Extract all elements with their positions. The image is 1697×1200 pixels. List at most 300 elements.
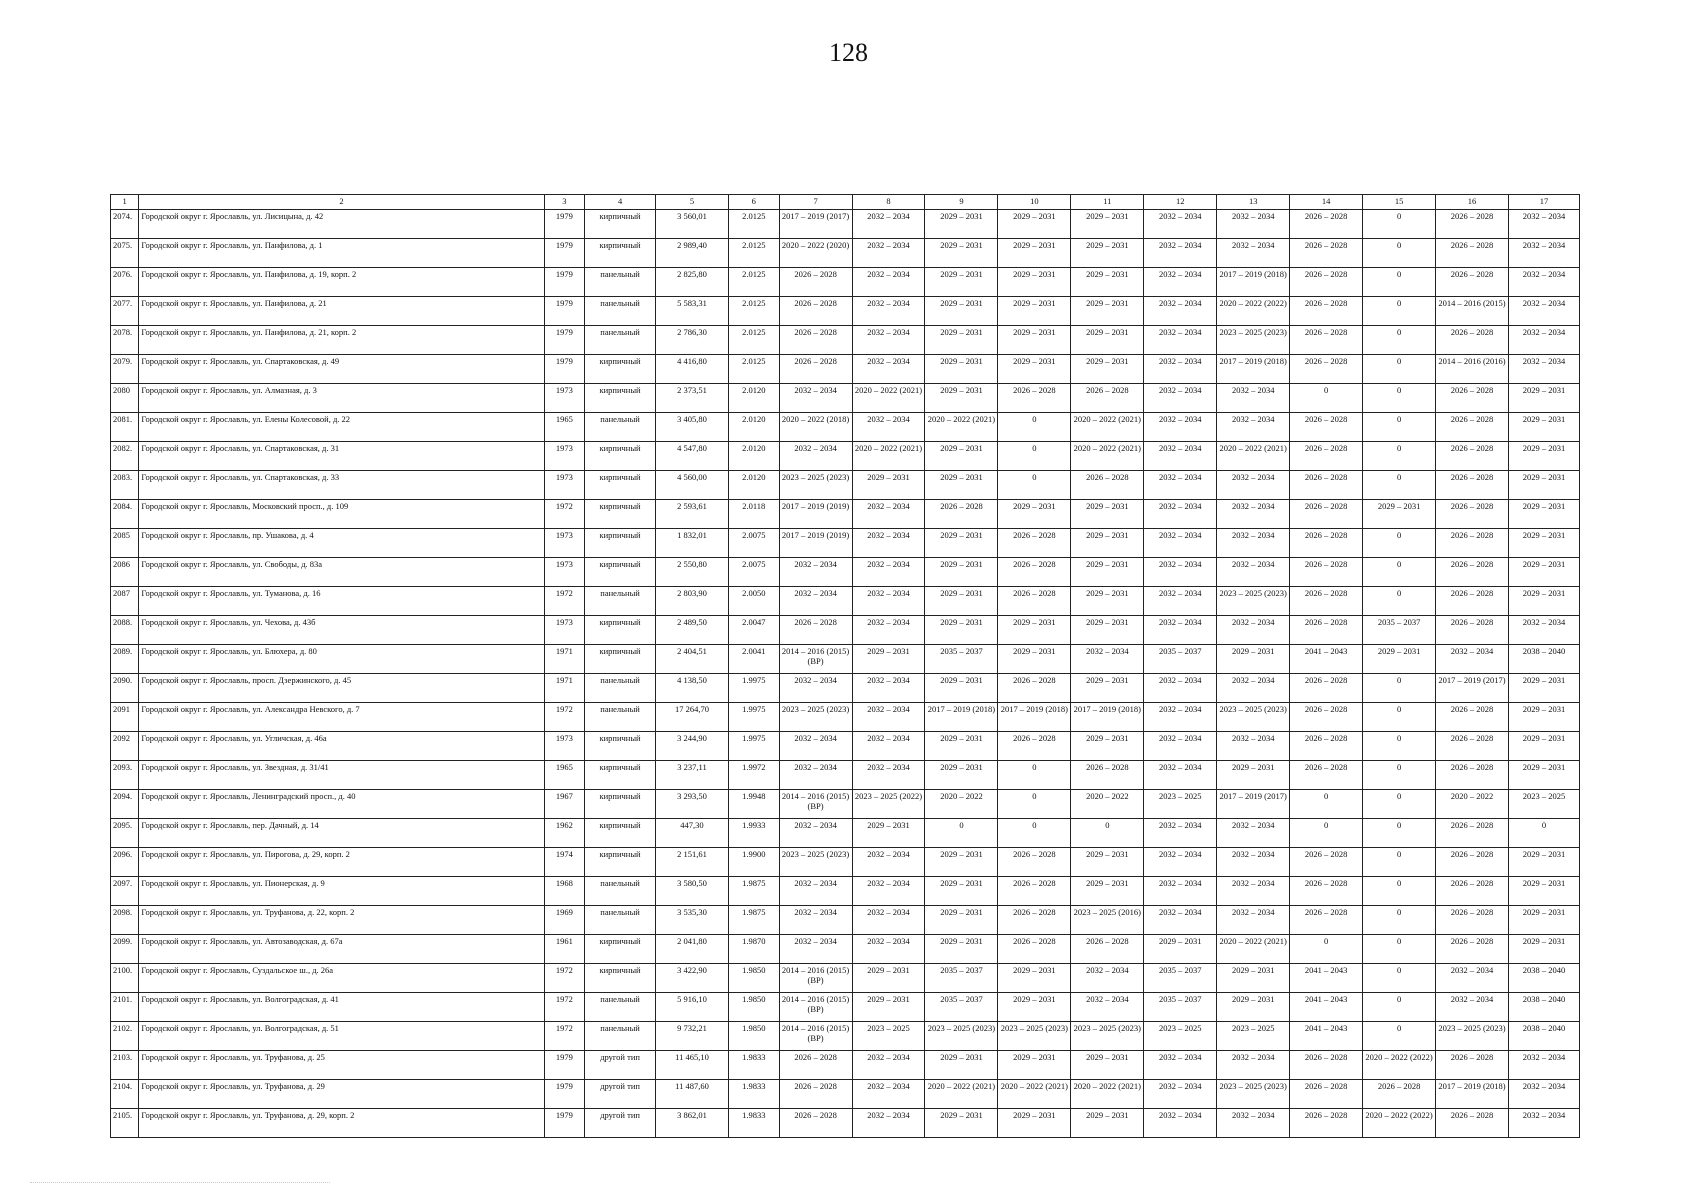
table-cell-col-14: 0 bbox=[1290, 790, 1363, 819]
table-cell-col-3: 1973 bbox=[544, 616, 585, 645]
table-cell-col-4: кирпичный bbox=[585, 210, 656, 239]
table-cell-col-10: 2017 – 2019 (2018) bbox=[998, 703, 1071, 732]
table-cell-col-11: 2029 – 2031 bbox=[1071, 239, 1144, 268]
table-cell-col-3: 1973 bbox=[544, 529, 585, 558]
table-cell-col-10: 2029 – 2031 bbox=[998, 1051, 1071, 1080]
table-cell-col-3: 1979 bbox=[544, 210, 585, 239]
table-cell-col-3: 1971 bbox=[544, 645, 585, 674]
table-cell-col-4: другой тип bbox=[585, 1109, 656, 1138]
table-cell-col-13: 2017 – 2019 (2018) bbox=[1217, 355, 1290, 384]
table-cell-col-14: 2026 – 2028 bbox=[1290, 848, 1363, 877]
table-cell-col-6: 2.0050 bbox=[728, 587, 779, 616]
table-cell-col-13: 2032 – 2034 bbox=[1217, 848, 1290, 877]
table-cell-col-8: 2032 – 2034 bbox=[852, 674, 925, 703]
table-cell-col-8: 2032 – 2034 bbox=[852, 500, 925, 529]
table-cell-col-1: 2095. bbox=[111, 819, 139, 848]
column-header-9: 9 bbox=[925, 195, 998, 210]
table-cell-col-14: 2026 – 2028 bbox=[1290, 297, 1363, 326]
table-cell-col-14: 2026 – 2028 bbox=[1290, 1080, 1363, 1109]
table-cell-col-1: 2077. bbox=[111, 297, 139, 326]
table-cell-col-1: 2100. bbox=[111, 964, 139, 993]
table-cell-col-3: 1972 bbox=[544, 993, 585, 1022]
table-cell-col-5: 447,30 bbox=[656, 819, 729, 848]
table-cell-col-2: Городской округ г. Ярославль, ул. Пирогова, д. 29, корп. 2 bbox=[139, 848, 544, 877]
table-cell-col-14: 2026 – 2028 bbox=[1290, 616, 1363, 645]
table-cell-col-9: 2029 – 2031 bbox=[925, 239, 998, 268]
column-header-4: 4 bbox=[585, 195, 656, 210]
table-cell-col-9: 2029 – 2031 bbox=[925, 587, 998, 616]
table-row bbox=[111, 297, 1580, 326]
table-cell-col-10: 2029 – 2031 bbox=[998, 1109, 1071, 1138]
table-cell-col-9: 2020 – 2022 (2021) bbox=[925, 413, 998, 442]
table-cell-col-2: Городской округ г. Ярославль, ул. Лисицына, д. 42 bbox=[139, 210, 544, 239]
table-cell-col-13: 2032 – 2034 bbox=[1217, 819, 1290, 848]
table-cell-col-2: Городской округ г. Ярославль, ул. Спартаковская, д. 33 bbox=[139, 471, 544, 500]
table-cell-col-14: 2026 – 2028 bbox=[1290, 529, 1363, 558]
table-cell-col-17: 2032 – 2034 bbox=[1508, 326, 1579, 355]
table-cell-col-5: 2 989,40 bbox=[656, 239, 729, 268]
table-cell-col-3: 1967 bbox=[544, 790, 585, 819]
table-cell-col-11: 2026 – 2028 bbox=[1071, 471, 1144, 500]
table-cell-col-11: 2029 – 2031 bbox=[1071, 297, 1144, 326]
table-cell-col-8: 2032 – 2034 bbox=[852, 355, 925, 384]
table-cell-col-17: 2032 – 2034 bbox=[1508, 297, 1579, 326]
table-cell-col-14: 2026 – 2028 bbox=[1290, 674, 1363, 703]
table-cell-col-11: 2029 – 2031 bbox=[1071, 616, 1144, 645]
table-cell-col-15: 0 bbox=[1363, 326, 1436, 355]
table-cell-col-14: 2026 – 2028 bbox=[1290, 471, 1363, 500]
table-cell-col-13: 2023 – 2025 bbox=[1217, 1022, 1290, 1051]
table-cell-col-13: 2032 – 2034 bbox=[1217, 413, 1290, 442]
table-cell-col-1: 2093. bbox=[111, 761, 139, 790]
table-cell-col-16: 2026 – 2028 bbox=[1436, 268, 1509, 297]
table-cell-col-2: Городской округ г. Ярославль, ул. Туманова, д. 16 bbox=[139, 587, 544, 616]
table-cell-col-5: 4 416,80 bbox=[656, 355, 729, 384]
column-header-12: 12 bbox=[1144, 195, 1217, 210]
table-cell-col-2: Городской округ г. Ярославль, ул. Волгоградская, д. 41 bbox=[139, 993, 544, 1022]
table-cell-col-5: 9 732,21 bbox=[656, 1022, 729, 1051]
table-cell-col-17: 2029 – 2031 bbox=[1508, 877, 1579, 906]
table-cell-col-15: 0 bbox=[1363, 587, 1436, 616]
table-cell-col-12: 2032 – 2034 bbox=[1144, 674, 1217, 703]
table-cell-col-15: 0 bbox=[1363, 471, 1436, 500]
table-cell-col-11: 2029 – 2031 bbox=[1071, 268, 1144, 297]
table-cell-col-14: 2026 – 2028 bbox=[1290, 558, 1363, 587]
table-cell-col-3: 1973 bbox=[544, 732, 585, 761]
table-cell-col-16: 2026 – 2028 bbox=[1436, 1051, 1509, 1080]
table-cell-col-16: 2026 – 2028 bbox=[1436, 471, 1509, 500]
table-cell-col-10: 2026 – 2028 bbox=[998, 558, 1071, 587]
table-cell-col-15: 0 bbox=[1363, 210, 1436, 239]
table-cell-col-16: 2026 – 2028 bbox=[1436, 877, 1509, 906]
table-cell-col-5: 2 825,80 bbox=[656, 268, 729, 297]
table-cell-col-10: 0 bbox=[998, 413, 1071, 442]
table-cell-col-16: 2026 – 2028 bbox=[1436, 239, 1509, 268]
table-row bbox=[111, 848, 1580, 877]
table-cell-col-9: 2029 – 2031 bbox=[925, 442, 998, 471]
table-cell-col-7: 2032 – 2034 bbox=[779, 877, 852, 906]
table-cell-col-12: 2032 – 2034 bbox=[1144, 210, 1217, 239]
table-cell-col-1: 2102. bbox=[111, 1022, 139, 1051]
table-cell-col-15: 0 bbox=[1363, 268, 1436, 297]
table-cell-col-16: 2026 – 2028 bbox=[1436, 587, 1509, 616]
table-cell-col-4: кирпичный bbox=[585, 442, 656, 471]
table-cell-col-9: 2029 – 2031 bbox=[925, 877, 998, 906]
header-row bbox=[111, 195, 1580, 210]
table-cell-col-8: 2032 – 2034 bbox=[852, 848, 925, 877]
table-cell-col-6: 2.0125 bbox=[728, 239, 779, 268]
table-cell-col-15: 0 bbox=[1363, 384, 1436, 413]
table-cell-col-13: 2023 – 2025 (2023) bbox=[1217, 587, 1290, 616]
table-cell-col-15: 0 bbox=[1363, 877, 1436, 906]
table-row bbox=[111, 471, 1580, 500]
table-cell-col-2: Городской округ г. Ярославль, просп. Дзержинского, д. 45 bbox=[139, 674, 544, 703]
table-cell-col-3: 1969 bbox=[544, 906, 585, 935]
table-cell-col-14: 2026 – 2028 bbox=[1290, 413, 1363, 442]
scan-artifact-line bbox=[30, 1182, 330, 1185]
table-cell-col-11: 2017 – 2019 (2018) bbox=[1071, 703, 1144, 732]
table-cell-col-17: 0 bbox=[1508, 819, 1579, 848]
table-cell-col-11: 2020 – 2022 (2021) bbox=[1071, 442, 1144, 471]
table-body bbox=[111, 210, 1580, 1138]
table-cell-col-14: 2026 – 2028 bbox=[1290, 587, 1363, 616]
table-cell-col-7: 2032 – 2034 bbox=[779, 935, 852, 964]
table-cell-col-14: 2026 – 2028 bbox=[1290, 906, 1363, 935]
table-cell-col-7: 2032 – 2034 bbox=[779, 587, 852, 616]
table-cell-col-17: 2032 – 2034 bbox=[1508, 616, 1579, 645]
table-cell-col-4: кирпичный bbox=[585, 558, 656, 587]
table-row bbox=[111, 993, 1580, 1022]
table-cell-col-1: 2091 bbox=[111, 703, 139, 732]
table-cell-col-17: 2032 – 2034 bbox=[1508, 210, 1579, 239]
table-cell-col-5: 2 404,51 bbox=[656, 645, 729, 674]
table-cell-col-15: 0 bbox=[1363, 732, 1436, 761]
table-cell-col-9: 2017 – 2019 (2018) bbox=[925, 703, 998, 732]
table-cell-col-12: 2029 – 2031 bbox=[1144, 935, 1217, 964]
table-cell-col-9: 2029 – 2031 bbox=[925, 384, 998, 413]
table-cell-col-16: 2032 – 2034 bbox=[1436, 993, 1509, 1022]
table-row bbox=[111, 355, 1580, 384]
table-cell-col-7: 2032 – 2034 bbox=[779, 558, 852, 587]
table-cell-col-6: 1.9850 bbox=[728, 993, 779, 1022]
table-cell-col-9: 2029 – 2031 bbox=[925, 210, 998, 239]
table-cell-col-2: Городской округ г. Ярославль, ул. Панфилова, д. 21, корп. 2 bbox=[139, 326, 544, 355]
table-cell-col-17: 2029 – 2031 bbox=[1508, 529, 1579, 558]
table-cell-col-6: 1.9975 bbox=[728, 703, 779, 732]
table-cell-col-5: 4 560,00 bbox=[656, 471, 729, 500]
table-cell-col-11: 2023 – 2025 (2023) bbox=[1071, 1022, 1144, 1051]
table-cell-col-4: кирпичный bbox=[585, 500, 656, 529]
table-row bbox=[111, 239, 1580, 268]
table-cell-col-1: 2075. bbox=[111, 239, 139, 268]
table-cell-col-8: 2032 – 2034 bbox=[852, 413, 925, 442]
table-cell-col-4: панельный bbox=[585, 906, 656, 935]
table-cell-col-13: 2032 – 2034 bbox=[1217, 732, 1290, 761]
table-cell-col-1: 2104. bbox=[111, 1080, 139, 1109]
table-cell-col-2: Городской округ г. Ярославль, ул. Пионерская, д. 9 bbox=[139, 877, 544, 906]
table-cell-col-14: 0 bbox=[1290, 819, 1363, 848]
table-cell-col-10: 2026 – 2028 bbox=[998, 674, 1071, 703]
table-cell-col-15: 2020 – 2022 (2022) bbox=[1363, 1109, 1436, 1138]
table-cell-col-8: 2032 – 2034 bbox=[852, 1080, 925, 1109]
column-header-15: 15 bbox=[1363, 195, 1436, 210]
table-row bbox=[111, 964, 1580, 993]
table-cell-col-4: панельный bbox=[585, 993, 656, 1022]
table-cell-col-16: 2026 – 2028 bbox=[1436, 906, 1509, 935]
table-cell-col-9: 2029 – 2031 bbox=[925, 355, 998, 384]
table-cell-col-3: 1968 bbox=[544, 877, 585, 906]
table-cell-col-9: 2029 – 2031 bbox=[925, 529, 998, 558]
table-row bbox=[111, 819, 1580, 848]
table-cell-col-8: 2032 – 2034 bbox=[852, 732, 925, 761]
table-cell-col-11: 2029 – 2031 bbox=[1071, 674, 1144, 703]
table-cell-col-17: 2038 – 2040 bbox=[1508, 645, 1579, 674]
table-cell-col-5: 4 138,50 bbox=[656, 674, 729, 703]
table-cell-col-2: Городской округ г. Ярославль, ул. Волгоградская, д. 51 bbox=[139, 1022, 544, 1051]
table-cell-col-13: 2023 – 2025 (2023) bbox=[1217, 1080, 1290, 1109]
table-cell-col-1: 2074. bbox=[111, 210, 139, 239]
table-cell-col-13: 2032 – 2034 bbox=[1217, 500, 1290, 529]
table-cell-col-17: 2032 – 2034 bbox=[1508, 239, 1579, 268]
table-cell-col-3: 1979 bbox=[544, 326, 585, 355]
table-cell-col-11: 2026 – 2028 bbox=[1071, 761, 1144, 790]
table-cell-col-10: 2026 – 2028 bbox=[998, 935, 1071, 964]
table-cell-col-14: 2041 – 2043 bbox=[1290, 645, 1363, 674]
table-row bbox=[111, 935, 1580, 964]
table-cell-col-10: 0 bbox=[998, 761, 1071, 790]
table-cell-col-3: 1972 bbox=[544, 500, 585, 529]
table-cell-col-12: 2032 – 2034 bbox=[1144, 703, 1217, 732]
table-cell-col-15: 2029 – 2031 bbox=[1363, 645, 1436, 674]
table-cell-col-7: 2026 – 2028 bbox=[779, 297, 852, 326]
table-cell-col-8: 2032 – 2034 bbox=[852, 1109, 925, 1138]
table-cell-col-13: 2032 – 2034 bbox=[1217, 529, 1290, 558]
table-cell-col-3: 1973 bbox=[544, 442, 585, 471]
table-cell-col-16: 2032 – 2034 bbox=[1436, 964, 1509, 993]
table-cell-col-5: 2 041,80 bbox=[656, 935, 729, 964]
table-cell-col-5: 3 293,50 bbox=[656, 790, 729, 819]
column-header-16: 16 bbox=[1436, 195, 1509, 210]
table-cell-col-3: 1979 bbox=[544, 1051, 585, 1080]
table-cell-col-3: 1972 bbox=[544, 964, 585, 993]
table-cell-col-15: 0 bbox=[1363, 703, 1436, 732]
table-cell-col-17: 2032 – 2034 bbox=[1508, 1109, 1579, 1138]
table-cell-col-11: 2032 – 2034 bbox=[1071, 645, 1144, 674]
table-row bbox=[111, 587, 1580, 616]
table-cell-col-8: 2032 – 2034 bbox=[852, 703, 925, 732]
table-cell-col-12: 2032 – 2034 bbox=[1144, 848, 1217, 877]
table-cell-col-4: кирпичный bbox=[585, 239, 656, 268]
table-cell-col-12: 2032 – 2034 bbox=[1144, 819, 1217, 848]
table-cell-col-16: 2026 – 2028 bbox=[1436, 935, 1509, 964]
table-cell-col-10: 2029 – 2031 bbox=[998, 964, 1071, 993]
table-cell-col-12: 2032 – 2034 bbox=[1144, 384, 1217, 413]
table-cell-col-2: Городской округ г. Ярославль, ул. Труфанова, д. 29, корп. 2 bbox=[139, 1109, 544, 1138]
table-cell-col-6: 1.9833 bbox=[728, 1080, 779, 1109]
table-cell-col-6: 2.0075 bbox=[728, 529, 779, 558]
table-cell-col-16: 2017 – 2019 (2017) bbox=[1436, 674, 1509, 703]
table-cell-col-1: 2099. bbox=[111, 935, 139, 964]
table-cell-col-3: 1979 bbox=[544, 1109, 585, 1138]
table-cell-col-13: 2020 – 2022 (2021) bbox=[1217, 935, 1290, 964]
table-cell-col-1: 2096. bbox=[111, 848, 139, 877]
table-cell-col-8: 2032 – 2034 bbox=[852, 1051, 925, 1080]
table-cell-col-13: 2017 – 2019 (2017) bbox=[1217, 790, 1290, 819]
table-cell-col-9: 2035 – 2037 bbox=[925, 645, 998, 674]
table-cell-col-16: 2026 – 2028 bbox=[1436, 819, 1509, 848]
table-cell-col-3: 1965 bbox=[544, 761, 585, 790]
table-row bbox=[111, 326, 1580, 355]
table-row bbox=[111, 1080, 1580, 1109]
table-cell-col-2: Городской округ г. Ярославль, Суздальское ш., д. 26а bbox=[139, 964, 544, 993]
table-cell-col-6: 2.0125 bbox=[728, 355, 779, 384]
table-cell-col-8: 2032 – 2034 bbox=[852, 239, 925, 268]
table-cell-col-9: 2029 – 2031 bbox=[925, 674, 998, 703]
table-cell-col-12: 2032 – 2034 bbox=[1144, 239, 1217, 268]
table-cell-col-2: Городской округ г. Ярославль, пр. Ушакова, д. 4 bbox=[139, 529, 544, 558]
table-cell-col-1: 2092 bbox=[111, 732, 139, 761]
table-cell-col-12: 2032 – 2034 bbox=[1144, 326, 1217, 355]
table-cell-col-17: 2032 – 2034 bbox=[1508, 355, 1579, 384]
table-cell-col-8: 2032 – 2034 bbox=[852, 210, 925, 239]
table-cell-col-7: 2014 – 2016 (2015) (ВР) bbox=[779, 1022, 852, 1051]
column-header-8: 8 bbox=[852, 195, 925, 210]
table-cell-col-12: 2032 – 2034 bbox=[1144, 500, 1217, 529]
table-cell-col-5: 3 237,11 bbox=[656, 761, 729, 790]
table-cell-col-17: 2032 – 2034 bbox=[1508, 268, 1579, 297]
table-cell-col-6: 2.0120 bbox=[728, 413, 779, 442]
table-cell-col-10: 2020 – 2022 (2021) bbox=[998, 1080, 1071, 1109]
table-cell-col-9: 0 bbox=[925, 819, 998, 848]
table-cell-col-6: 2.0125 bbox=[728, 268, 779, 297]
table-cell-col-7: 2032 – 2034 bbox=[779, 732, 852, 761]
table-cell-col-14: 2026 – 2028 bbox=[1290, 732, 1363, 761]
table-cell-col-8: 2029 – 2031 bbox=[852, 993, 925, 1022]
table-cell-col-2: Городской округ г. Ярославль, ул. Спартаковская, д. 49 bbox=[139, 355, 544, 384]
table-cell-col-10: 2029 – 2031 bbox=[998, 326, 1071, 355]
column-header-7: 7 bbox=[779, 195, 852, 210]
table-cell-col-3: 1973 bbox=[544, 384, 585, 413]
table-row bbox=[111, 790, 1580, 819]
table-cell-col-9: 2029 – 2031 bbox=[925, 732, 998, 761]
table-cell-col-12: 2035 – 2037 bbox=[1144, 964, 1217, 993]
table-cell-col-11: 0 bbox=[1071, 819, 1144, 848]
table-cell-col-5: 3 244,90 bbox=[656, 732, 729, 761]
table-row bbox=[111, 761, 1580, 790]
table-cell-col-1: 2103. bbox=[111, 1051, 139, 1080]
table-cell-col-15: 0 bbox=[1363, 761, 1436, 790]
table-cell-col-7: 2017 – 2019 (2019) bbox=[779, 500, 852, 529]
table-cell-col-15: 2035 – 2037 bbox=[1363, 616, 1436, 645]
table-cell-col-17: 2032 – 2034 bbox=[1508, 1051, 1579, 1080]
table-cell-col-3: 1962 bbox=[544, 819, 585, 848]
table-cell-col-13: 2032 – 2034 bbox=[1217, 471, 1290, 500]
table-cell-col-6: 2.0075 bbox=[728, 558, 779, 587]
table-cell-col-5: 11 465,10 bbox=[656, 1051, 729, 1080]
table-cell-col-11: 2029 – 2031 bbox=[1071, 848, 1144, 877]
table-cell-col-17: 2029 – 2031 bbox=[1508, 558, 1579, 587]
table-cell-col-4: панельный bbox=[585, 1022, 656, 1051]
table-cell-col-14: 2026 – 2028 bbox=[1290, 355, 1363, 384]
table-cell-col-12: 2032 – 2034 bbox=[1144, 906, 1217, 935]
column-header-1: 1 bbox=[111, 195, 139, 210]
column-header-13: 13 bbox=[1217, 195, 1290, 210]
table-cell-col-4: другой тип bbox=[585, 1051, 656, 1080]
table-cell-col-7: 2014 – 2016 (2015) (ВР) bbox=[779, 790, 852, 819]
table-cell-col-16: 2026 – 2028 bbox=[1436, 558, 1509, 587]
table-cell-col-2: Городской округ г. Ярославль, ул. Спартаковская, д. 31 bbox=[139, 442, 544, 471]
table-cell-col-4: панельный bbox=[585, 877, 656, 906]
table-cell-col-1: 2080 bbox=[111, 384, 139, 413]
table-cell-col-9: 2029 – 2031 bbox=[925, 558, 998, 587]
table-cell-col-17: 2029 – 2031 bbox=[1508, 703, 1579, 732]
table-cell-col-10: 2026 – 2028 bbox=[998, 529, 1071, 558]
table-cell-col-3: 1973 bbox=[544, 558, 585, 587]
table-cell-col-10: 2029 – 2031 bbox=[998, 268, 1071, 297]
table-cell-col-12: 2032 – 2034 bbox=[1144, 471, 1217, 500]
table-cell-col-11: 2029 – 2031 bbox=[1071, 326, 1144, 355]
table-cell-col-17: 2038 – 2040 bbox=[1508, 964, 1579, 993]
table-cell-col-3: 1974 bbox=[544, 848, 585, 877]
table-cell-col-13: 2032 – 2034 bbox=[1217, 239, 1290, 268]
table-cell-col-13: 2029 – 2031 bbox=[1217, 761, 1290, 790]
table-row bbox=[111, 529, 1580, 558]
table-cell-col-1: 2094. bbox=[111, 790, 139, 819]
table-cell-col-10: 2029 – 2031 bbox=[998, 993, 1071, 1022]
table-cell-col-2: Городской округ г. Ярославль, пер. Дачный, д. 14 bbox=[139, 819, 544, 848]
table-cell-col-16: 2014 – 2016 (2015) bbox=[1436, 297, 1509, 326]
table-cell-col-7: 2014 – 2016 (2015) (ВР) bbox=[779, 964, 852, 993]
table-cell-col-4: панельный bbox=[585, 587, 656, 616]
table-cell-col-6: 2.0125 bbox=[728, 210, 779, 239]
table-cell-col-13: 2029 – 2031 bbox=[1217, 964, 1290, 993]
table-row bbox=[111, 442, 1580, 471]
table-cell-col-6: 2.0118 bbox=[728, 500, 779, 529]
table-cell-col-11: 2029 – 2031 bbox=[1071, 500, 1144, 529]
table-cell-col-15: 0 bbox=[1363, 906, 1436, 935]
table-cell-col-12: 2032 – 2034 bbox=[1144, 355, 1217, 384]
table-cell-col-14: 2026 – 2028 bbox=[1290, 210, 1363, 239]
table-cell-col-9: 2029 – 2031 bbox=[925, 1109, 998, 1138]
table-cell-col-8: 2032 – 2034 bbox=[852, 616, 925, 645]
table-cell-col-5: 3 422,90 bbox=[656, 964, 729, 993]
table-cell-col-1: 2101. bbox=[111, 993, 139, 1022]
table-cell-col-10: 2029 – 2031 bbox=[998, 500, 1071, 529]
table-cell-col-14: 0 bbox=[1290, 935, 1363, 964]
table-row bbox=[111, 413, 1580, 442]
table-cell-col-1: 2105. bbox=[111, 1109, 139, 1138]
table-cell-col-5: 2 593,61 bbox=[656, 500, 729, 529]
table-cell-col-8: 2032 – 2034 bbox=[852, 935, 925, 964]
table-cell-col-7: 2032 – 2034 bbox=[779, 761, 852, 790]
table-cell-col-10: 2029 – 2031 bbox=[998, 645, 1071, 674]
table-cell-col-13: 2032 – 2034 bbox=[1217, 616, 1290, 645]
table-cell-col-5: 2 373,51 bbox=[656, 384, 729, 413]
table-cell-col-15: 0 bbox=[1363, 297, 1436, 326]
table-cell-col-2: Городской округ г. Ярославль, ул. Угличская, д. 46а bbox=[139, 732, 544, 761]
table-cell-col-7: 2032 – 2034 bbox=[779, 674, 852, 703]
table-cell-col-16: 2026 – 2028 bbox=[1436, 732, 1509, 761]
table-cell-col-10: 0 bbox=[998, 471, 1071, 500]
table-cell-col-8: 2029 – 2031 bbox=[852, 471, 925, 500]
table-cell-col-3: 1972 bbox=[544, 1022, 585, 1051]
table-cell-col-7: 2026 – 2028 bbox=[779, 355, 852, 384]
table-cell-col-12: 2023 – 2025 bbox=[1144, 790, 1217, 819]
table-cell-col-4: кирпичный bbox=[585, 355, 656, 384]
table-cell-col-10: 2026 – 2028 bbox=[998, 848, 1071, 877]
table-cell-col-4: панельный bbox=[585, 703, 656, 732]
table-cell-col-13: 2029 – 2031 bbox=[1217, 645, 1290, 674]
